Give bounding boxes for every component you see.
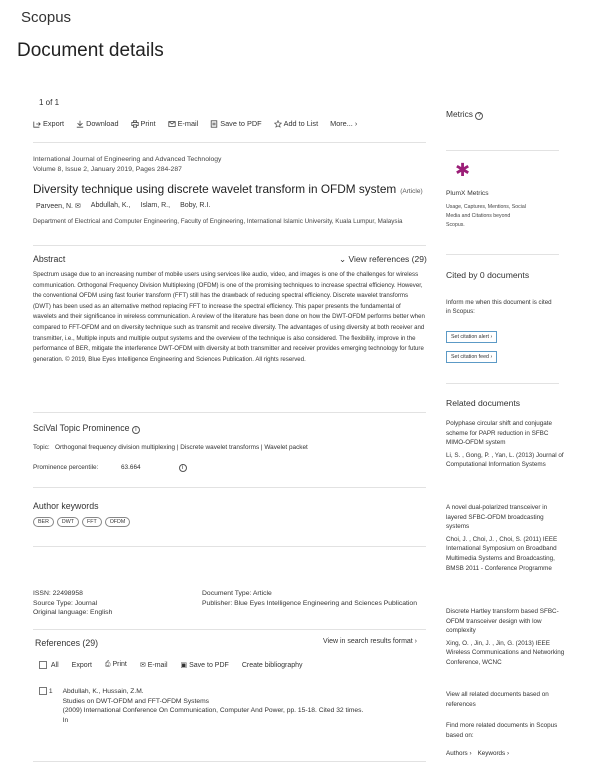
reference-number: 1 [48,687,53,695]
source-info [33,155,221,175]
issn: ISSN: 22498958 [33,590,83,597]
document-type: Document Type: Article [202,590,272,597]
info-icon[interactable]: i [179,464,187,472]
save-pdf-label: Save to PDF [189,662,229,669]
info-icon[interactable]: i [132,426,140,434]
related-document [446,607,566,668]
affiliation: Department of Electrical and Computer Engineering, Faculty of Engineering, International Islamic University, Kuala Lumpur, Malaysia [33,218,403,225]
select-all-checkbox[interactable] [39,661,47,669]
email-button[interactable] [168,119,199,128]
author-name: Parveen, N. [36,203,73,210]
print-label: Print [140,119,156,128]
plumx-description: Usage, Captures, Mentions, Social Media and Citations beyond Scopus. [446,204,526,228]
divider [33,142,426,143]
reference-authors[interactable]: Abdullah, K., Hussain, Z.M. [62,688,144,695]
create-bibliography-button[interactable]: Create bibliography [241,661,303,669]
divider [446,254,559,255]
ref-print-button[interactable] [105,661,127,669]
document-meta [202,589,427,608]
view-all-related-link[interactable]: View all related documents based on references [446,691,549,708]
reference-title: Studies on DWT-OFDM and FFT-OFDM Systems [62,697,209,705]
email-icon[interactable]: ✉ [74,203,81,210]
view-search-results-link[interactable]: View in search results format › [323,638,418,645]
plumx-icon[interactable]: ✱ [455,160,471,180]
related-document [446,503,566,573]
author-link[interactable]: Islam, R., [140,202,171,209]
download-icon [76,120,84,128]
prominence-number: 63.664 [121,464,141,471]
divider [446,150,559,151]
author-keywords-heading: Author keywords [33,501,99,511]
keyword-list [33,517,130,527]
related-info: Li, S. , Gong, P. , Yan, L. (2013) Journal of Computational Information Systems [446,451,564,469]
author-link[interactable]: Abdullah, K., [90,202,131,209]
reference-body [63,687,364,725]
authors-link[interactable]: Authors › [446,750,472,757]
related-title[interactable]: Discrete Hartley transform based SFBC-OFDM transceiver design with low complexity [446,608,559,635]
pdf-icon: ▣ [180,662,188,669]
source-type: Source Type: Journal [33,599,98,607]
metrics-heading [446,109,483,120]
find-more-text: Find more related documents in Scopus based on: [446,722,558,739]
reference-item [39,687,363,725]
references-toolbar [39,661,303,669]
export-button[interactable] [33,119,64,128]
chevron-down-icon: ⌄ [339,254,347,264]
print-button[interactable] [131,119,156,128]
save-pdf-label: Save to PDF [220,119,262,128]
view-references-label: View references (29) [348,254,427,264]
ref-save-pdf-button[interactable] [181,661,229,669]
related-document [446,419,566,470]
scopus-logo[interactable]: Scopus [21,9,72,26]
abstract-text: Spectrum usage due to an increasing number of mobile users using services like audio, video, and images is one of the challenges for wireless communication. Orthogonal Frequency Division Multiplexing (OFDM) is one of the promising techniques to increase spectral efficiency. However, the conventional OFDM using fast fourier transform (FFT) still has the drawback of reducing spectral efficiency. Discrete wavelet transforms (DWT) has been used as an alternative method replacing FFT to increase the spectral efficiency. This paper presents the fundamental of wavelets and their significance in wireless communication. A review of the literature has been done on how the DWT-OFDM performs better when compared to FFT-OFDM and on diversity technique such as transmit and receive diversity. The advantages of using diversity at both receiver and transmitter, i.e., Multiple inputs and multiple output systems and the overview of the technique is also considered. The flexibility, improve in the performance of BER, mitigate the interference DWT-OFDM with diversity at both transmitter and receiver provides emerging technology for future generation. © 2019, Blue Eyes Intelligence Engineering and Sciences Publication. All rights reserved. [33,271,425,363]
keyword-pill[interactable]: DWT [57,517,79,527]
reference-extra: In [62,716,69,724]
prominence-value [121,464,187,472]
volume-info: Volume 8, Issue 2, January 2019, Pages 284-287 [33,166,182,173]
source-meta [33,589,112,618]
related-documents-heading: Related documents [446,398,521,408]
keyword-pill[interactable]: BER [33,517,54,527]
view-references-link[interactable] [339,254,427,265]
add-to-list-button[interactable] [274,119,318,128]
divider [33,546,426,547]
metrics-heading-text: Metrics [446,109,473,119]
print-icon [131,120,139,128]
title-text: Diversity technique using discrete wavelet transform in OFDM system [33,182,397,196]
email-icon [168,120,176,128]
add-to-list-label: Add to List [283,119,319,128]
download-button[interactable] [76,119,118,128]
divider [33,629,426,630]
more-button[interactable]: More... › [330,119,358,128]
reference-checkbox[interactable] [39,687,47,695]
pagination: 1 of 1 [39,98,60,107]
publisher: Publisher: Blue Eyes Intelligence Engineering and Sciences Publication [202,599,417,607]
references-heading: References (29) [35,638,99,648]
star-icon [274,120,282,128]
set-citation-alert-button[interactable]: Set citation alert › [446,331,497,343]
keyword-pill[interactable]: OFDM [105,517,131,527]
topic-row [33,444,308,451]
related-info: Xing, O. , Jin, J. , Jin, G. (2013) IEEE Wireless Communications and Networking Conference, WCNC [446,639,565,666]
divider [446,383,559,384]
page-title: Document details [17,40,164,61]
original-language: Original language: English [33,609,113,616]
export-icon [33,120,41,128]
divider [33,487,426,488]
divider [33,761,426,762]
reference-select[interactable] [39,687,53,725]
print-label: Print [112,661,127,668]
scival-heading-text: SciVal Topic Prominence [33,423,130,433]
topic-link[interactable]: Orthogonal frequency division multiplexing | Discrete wavelet transforms | Wavelet packet [55,444,308,451]
plumx-title[interactable]: PlumX Metrics [446,190,489,197]
related-title[interactable]: A novel dual-polarized transceiver in layered SFBC-OFDM broadcasting systems [446,504,548,531]
author-link[interactable]: Boby, R.I. [180,202,211,209]
document-toolbar [33,119,357,128]
keyword-pill[interactable]: FFT [82,517,102,527]
inform-text: Inform me when this document is cited in Scopus: [446,299,552,315]
divider [33,245,426,246]
email-label: E-mail [177,119,199,128]
reference-source: (2009) International Conference On Communication, Computer And Power, pp. 15-18. Cited 32 times. [62,707,364,714]
ref-export-button[interactable]: Export [71,661,92,669]
doc-type-tag: (Article) [400,188,423,195]
pdf-icon [210,120,218,128]
author-link[interactable] [36,202,81,210]
email-icon: ✉ [139,662,146,669]
related-title[interactable]: Polyphase circular shift and conjugate scheme for PAPR reduction in SFBC MIMO-OFDM system [446,420,553,447]
save-pdf-button[interactable] [210,119,261,128]
download-label: Download [86,119,119,128]
journal-name[interactable]: International Journal of Engineering and Advanced Technology [33,156,222,163]
select-all-label: All [50,661,59,669]
prominence-label: Prominence percentile: [33,464,99,471]
export-label: Export [43,119,65,128]
author-list [36,202,210,210]
keywords-link[interactable]: Keywords › [477,750,510,757]
set-citation-feed-button[interactable]: Set citation feed › [446,351,497,363]
select-all[interactable] [39,661,59,669]
abstract-heading: Abstract [33,254,66,264]
ref-email-button[interactable] [140,661,168,669]
based-on-links [446,750,509,757]
help-icon[interactable]: ? [475,112,483,120]
scival-heading [33,423,140,434]
topic-label: Topic: [33,444,50,451]
email-label: E-mail [147,662,168,669]
cited-by-heading: Cited by 0 documents [446,270,530,280]
document-title [33,182,423,196]
divider [33,412,426,413]
print-icon: ⎙ [104,661,111,668]
related-info: Choi, J. , Choi, J. , Choi, S. (2011) IEEE International Symposium on Broadband Multimedia Systems and Broadcasting, BMSB 2011 - Conference Programme [446,535,558,572]
